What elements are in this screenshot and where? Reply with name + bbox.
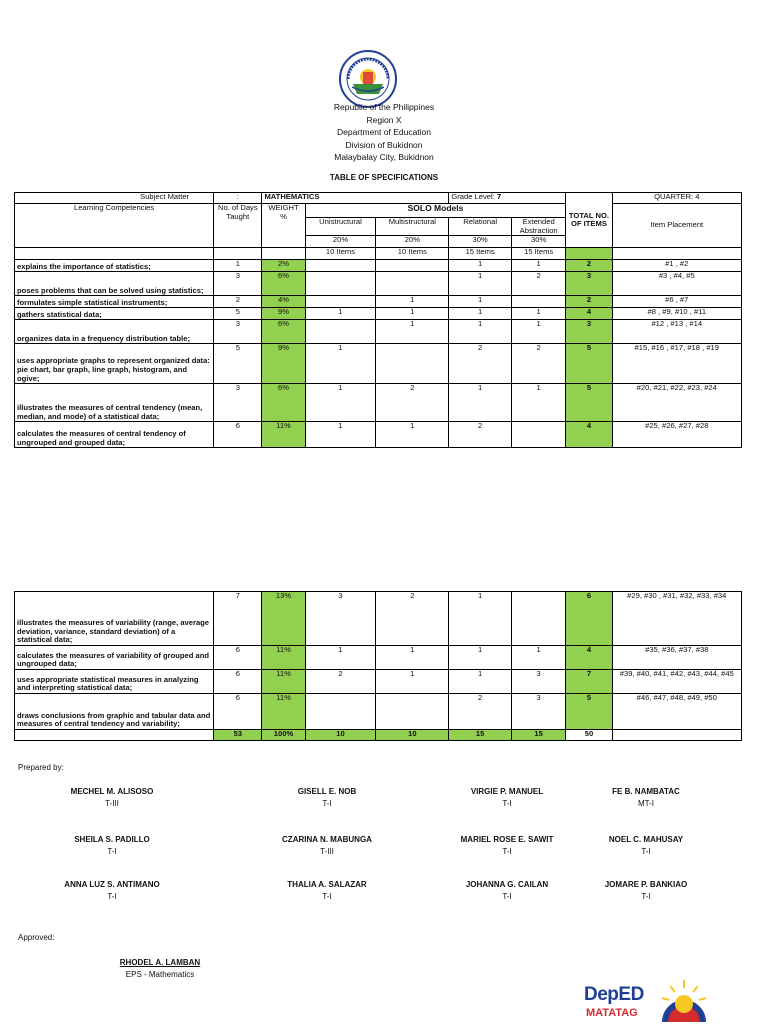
unistructural-cell: 1 <box>305 646 376 670</box>
extended-cell: 1 <box>511 320 565 344</box>
total-items-cell: 4 <box>566 308 612 320</box>
days-cell: 3 <box>214 384 262 422</box>
blank-cell <box>612 248 741 260</box>
relational-cell: 1 <box>449 260 512 272</box>
unistructural-cell <box>305 694 376 730</box>
subject-label: Subject Matter <box>140 192 190 201</box>
item-placement-cell: #1 , #2 <box>612 260 741 272</box>
signatory-name: THALIA A. SALAZAR <box>287 880 367 889</box>
solo-unistructural-header: Unistructural <box>305 218 376 236</box>
unistructural-cell: 1 <box>305 384 376 422</box>
relational-cell: 2 <box>449 422 512 448</box>
signatory-title: T-I <box>322 799 332 808</box>
approver-signature <box>80 957 240 981</box>
signatory <box>247 834 407 858</box>
weight-cell: 11% <box>262 670 305 694</box>
competency-row <box>15 296 742 308</box>
weight-cell: 11% <box>262 646 305 670</box>
approved-label: Approved: <box>18 933 55 942</box>
signatory <box>566 786 726 810</box>
multistructural-cell: 1 <box>376 296 449 308</box>
solo-pct: 20% <box>404 235 420 245</box>
solo-multistructural-pct <box>376 236 449 248</box>
signatory-title: T-I <box>107 847 117 856</box>
solo-extended-abstraction-header: Extended Abstraction <box>511 218 565 236</box>
competency-cell: uses appropriate statistical measures in analyzing and interpreting statistical data; <box>15 670 214 694</box>
solo-unistructural-pct <box>305 236 376 248</box>
signatory-name: VIRGIE P. MANUEL <box>470 787 544 796</box>
competency-cell: illustrates the measures of variability (range, average deviation, variance, standard deviation) of a statistical data; <box>15 592 214 646</box>
subject-label-cell <box>15 193 214 204</box>
extended-cell: 1 <box>511 260 565 272</box>
weight-cell: 11% <box>262 422 305 448</box>
days-header: No. of Days Taught <box>214 204 262 248</box>
signatory <box>427 834 587 858</box>
solo-models-header: SOLO Models <box>305 204 566 218</box>
solo-relational-pct <box>449 236 512 248</box>
competency-row <box>15 384 742 422</box>
multistructural-cell: 1 <box>376 646 449 670</box>
competency-row <box>15 260 742 272</box>
unistructural-cell <box>305 260 376 272</box>
extended-cell <box>511 296 565 308</box>
tos-table-part2 <box>14 591 742 741</box>
days-cell: 7 <box>214 592 262 646</box>
weight-cell: 9% <box>262 344 305 384</box>
extended-cell <box>511 592 565 646</box>
days-cell: 2 <box>214 296 262 308</box>
multistructural-cell <box>376 272 449 296</box>
signatory-title: T-I <box>502 799 512 808</box>
total-items-cell: 2 <box>566 296 612 308</box>
weight-cell: 9% <box>262 308 305 320</box>
grade-label: Grade Level: <box>451 192 495 201</box>
bagong-pilipinas-logo-icon <box>654 974 714 1024</box>
solo-extended-pct <box>511 236 565 248</box>
subject-colon: : <box>214 193 262 204</box>
competency-cell: poses problems that can be solved using statistics; <box>15 272 214 296</box>
blank-cell <box>15 248 214 260</box>
item-placement-cell: #3 , #4, #5 <box>612 272 741 296</box>
signatory <box>427 786 587 810</box>
signatory <box>247 786 407 810</box>
signatory-name: JOMARE P. BANKIAO <box>604 880 688 889</box>
grade-level <box>449 193 566 204</box>
signatory-title: T-I <box>641 892 651 901</box>
signatory <box>566 834 726 858</box>
unistructural-cell: 1 <box>305 344 376 384</box>
competency-cell: gathers statistical data; <box>15 308 214 320</box>
days-cell: 1 <box>214 260 262 272</box>
approver-name: RHODEL A. LAMBAN <box>119 958 201 967</box>
days-cell: 6 <box>214 646 262 670</box>
multistructural-cell <box>376 260 449 272</box>
signatory-title: T-I <box>502 847 512 856</box>
signatory-name: NOEL C. MAHUSAY <box>608 835 684 844</box>
multistructural-cell: 1 <box>376 422 449 448</box>
total-items-cell: 5 <box>566 384 612 422</box>
unistructural-cell <box>305 296 376 308</box>
solo-unistructural-items: 10 Items <box>305 248 376 260</box>
signatory-title: T-I <box>322 892 332 901</box>
extended-cell <box>511 422 565 448</box>
blank-cell <box>214 248 262 260</box>
signatory-title: T-I <box>641 847 651 856</box>
header-line-republic: Republic of the Philippines <box>333 102 435 112</box>
total-extended: 15 <box>511 730 565 741</box>
competency-row <box>15 670 742 694</box>
deped-wordmark: DepED <box>584 984 644 1005</box>
weight-cell: 6% <box>262 272 305 296</box>
unistructural-cell <box>305 320 376 344</box>
unistructural-cell: 3 <box>305 592 376 646</box>
total-unistructural: 10 <box>305 730 376 741</box>
signatory-name: SHEILA S. PADILLO <box>74 835 150 844</box>
relational-cell: 1 <box>449 384 512 422</box>
competency-cell: calculates the measures of variability of grouped and ungrouped data; <box>15 646 214 670</box>
relational-cell: 1 <box>449 272 512 296</box>
extended-cell: 3 <box>511 670 565 694</box>
extended-cell: 1 <box>511 384 565 422</box>
header-line-division: Division of Bukidnon <box>345 139 423 150</box>
signatory-title: T-III <box>105 799 119 808</box>
days-cell: 5 <box>214 344 262 384</box>
weight-cell: 4% <box>262 296 305 308</box>
item-placement-header: Item Placement <box>612 204 741 248</box>
total-relational: 15 <box>449 730 512 741</box>
days-cell: 3 <box>214 320 262 344</box>
total-items-cell: 7 <box>566 670 612 694</box>
grade-value: 7 <box>496 192 502 201</box>
solo-pct: 30% <box>472 235 488 245</box>
competency-cell: draws conclusions from graphic and tabular data and measures of central tendency and variability; <box>15 694 214 730</box>
competency-row <box>15 592 742 646</box>
extended-cell: 1 <box>511 308 565 320</box>
item-placement-cell: #8 , #9, #10 , #11 <box>612 308 741 320</box>
total-days: 53 <box>214 730 262 741</box>
subject-value: MATHEMATICS <box>262 193 449 204</box>
solo-pct: 30% <box>531 235 547 245</box>
competency-row <box>15 308 742 320</box>
approver-title: EPS - Mathematics <box>125 970 195 979</box>
multistructural-cell: 1 <box>376 670 449 694</box>
competencies-header: Learning Competencies <box>15 204 214 248</box>
solo-multistructural-items: 10 Items <box>376 248 449 260</box>
blank-cell <box>262 248 305 260</box>
header-line-department: Department of Education <box>336 127 432 138</box>
competency-row <box>15 646 742 670</box>
relational-cell: 1 <box>449 670 512 694</box>
total-weight: 100% <box>262 730 305 741</box>
item-placement-cell: #35, #36, #37, #38 <box>612 646 741 670</box>
signatory-title: T-I <box>107 892 117 901</box>
unistructural-cell: 1 <box>305 422 376 448</box>
days-cell: 3 <box>214 272 262 296</box>
competency-row <box>15 344 742 384</box>
weight-header: WEIGHT % <box>262 204 305 248</box>
weight-cell: 6% <box>262 320 305 344</box>
header-line-region: Region X <box>366 114 402 125</box>
item-placement-cell: #46, #47, #48, #49, #50 <box>612 694 741 730</box>
signatory-name: FE B. NAMBATAC <box>612 787 680 796</box>
quarter-label: QUARTER: 4 <box>612 193 741 204</box>
total-items-cell: 4 <box>566 646 612 670</box>
competency-row <box>15 272 742 296</box>
signatory <box>566 879 726 903</box>
item-placement-cell: #20, #21, #22, #23, #24 <box>612 384 741 422</box>
unistructural-cell: 2 <box>305 670 376 694</box>
item-placement-cell: #15, #16 , #17, #18 , #19 <box>612 344 741 384</box>
matatag-wordmark: MATATAG <box>586 1007 638 1019</box>
extended-cell: 1 <box>511 646 565 670</box>
item-placement-cell: #29, #30 , #31, #32, #33, #34 <box>612 592 741 646</box>
total-items: 50 <box>566 730 612 741</box>
signatory <box>32 786 192 810</box>
extended-cell: 2 <box>511 272 565 296</box>
total-items-cell: 2 <box>566 260 612 272</box>
weight-cell: 2% <box>262 260 305 272</box>
weight-cell: 6% <box>262 384 305 422</box>
signatory-title: T-III <box>320 847 334 856</box>
multistructural-cell <box>376 344 449 384</box>
item-placement-cell: #12 , #13 , #14 <box>612 320 741 344</box>
extended-cell: 3 <box>511 694 565 730</box>
competency-cell: uses appropriate graphs to represent organized data: pie chart, bar graph, line graph, histogram, and ogive; <box>15 344 214 384</box>
unistructural-cell <box>305 272 376 296</box>
competency-cell: organizes data in a frequency distribution table; <box>15 320 214 344</box>
signatory-name: MARIEL ROSE E. SAWIT <box>460 835 554 844</box>
signatory-title: MT-I <box>638 799 654 808</box>
total-items-cell: 5 <box>566 694 612 730</box>
relational-cell: 2 <box>449 694 512 730</box>
header-line-city: Malaybalay City, Bukidnon <box>334 152 434 163</box>
signatory-title: T-I <box>502 892 512 901</box>
tos-table-part1 <box>14 192 742 448</box>
days-cell: 5 <box>214 308 262 320</box>
relational-cell: 1 <box>449 296 512 308</box>
relational-cell: 2 <box>449 344 512 384</box>
total-multistructural: 10 <box>376 730 449 741</box>
deped-division-seal-icon <box>339 50 397 108</box>
total-items-cell: 4 <box>566 422 612 448</box>
signatory <box>32 879 192 903</box>
multistructural-cell: 1 <box>376 308 449 320</box>
competency-row <box>15 694 742 730</box>
signatory <box>247 879 407 903</box>
blank-cell <box>612 730 741 741</box>
deped-logo-icon <box>584 980 650 1024</box>
extended-cell: 2 <box>511 344 565 384</box>
unistructural-cell: 1 <box>305 308 376 320</box>
competency-row <box>15 320 742 344</box>
multistructural-cell: 2 <box>376 592 449 646</box>
solo-relational-items: 15 Items <box>449 248 512 260</box>
document-title: TABLE OF SPECIFICATIONS <box>329 173 439 182</box>
signatory-name: JOHANNA G. CAILAN <box>465 880 549 889</box>
solo-pct: 20% <box>332 235 349 245</box>
competency-cell: formulates simple statistical instruments; <box>15 296 214 308</box>
days-cell: 6 <box>214 694 262 730</box>
competency-row <box>15 422 742 448</box>
competency-cell: calculates the measures of central tendency of ungrouped and grouped data; <box>15 422 214 448</box>
signatory-name: CZARINA N. MABUNGA <box>282 835 372 844</box>
solo-extended-items: 15 Items <box>511 248 565 260</box>
total-items-blank <box>566 248 612 260</box>
item-placement-cell: #39, #40, #41, #42, #43, #44, #45 <box>612 670 741 694</box>
signatory-name: GISELL E. NOB <box>297 787 357 796</box>
document-header <box>0 101 768 164</box>
multistructural-cell: 1 <box>376 320 449 344</box>
multistructural-cell: 2 <box>376 384 449 422</box>
solo-multistructural-header: Multistructural <box>376 218 449 236</box>
competency-cell: explains the importance of statistics; <box>15 260 214 272</box>
item-placement-cell: #25, #26, #27, #28 <box>612 422 741 448</box>
relational-cell: 1 <box>449 592 512 646</box>
total-items-cell: 6 <box>566 592 612 646</box>
signatory <box>427 879 587 903</box>
weight-cell: 11% <box>262 694 305 730</box>
total-items-cell: 5 <box>566 344 612 384</box>
signatory-name: MECHEL M. ALISOSO <box>70 787 154 796</box>
prepared-by-label: Prepared by: <box>18 763 64 772</box>
totals-label-cell <box>15 730 214 741</box>
relational-cell: 1 <box>449 308 512 320</box>
solo-relational-header: Relational <box>449 218 512 236</box>
signatory <box>32 834 192 858</box>
total-items-header: TOTAL NO. OF ITEMS <box>566 193 612 248</box>
competency-cell: illustrates the measures of central tendency (mean, median, and mode) of a statistical data; <box>15 384 214 422</box>
weight-cell: 13% <box>262 592 305 646</box>
days-cell: 6 <box>214 422 262 448</box>
item-placement-cell: #6 , #7 <box>612 296 741 308</box>
relational-cell: 1 <box>449 646 512 670</box>
relational-cell: 1 <box>449 320 512 344</box>
signatory-name: ANNA LUZ S. ANTIMANO <box>64 880 160 889</box>
total-items-cell: 3 <box>566 272 612 296</box>
multistructural-cell <box>376 694 449 730</box>
days-cell: 6 <box>214 670 262 694</box>
total-items-cell: 3 <box>566 320 612 344</box>
